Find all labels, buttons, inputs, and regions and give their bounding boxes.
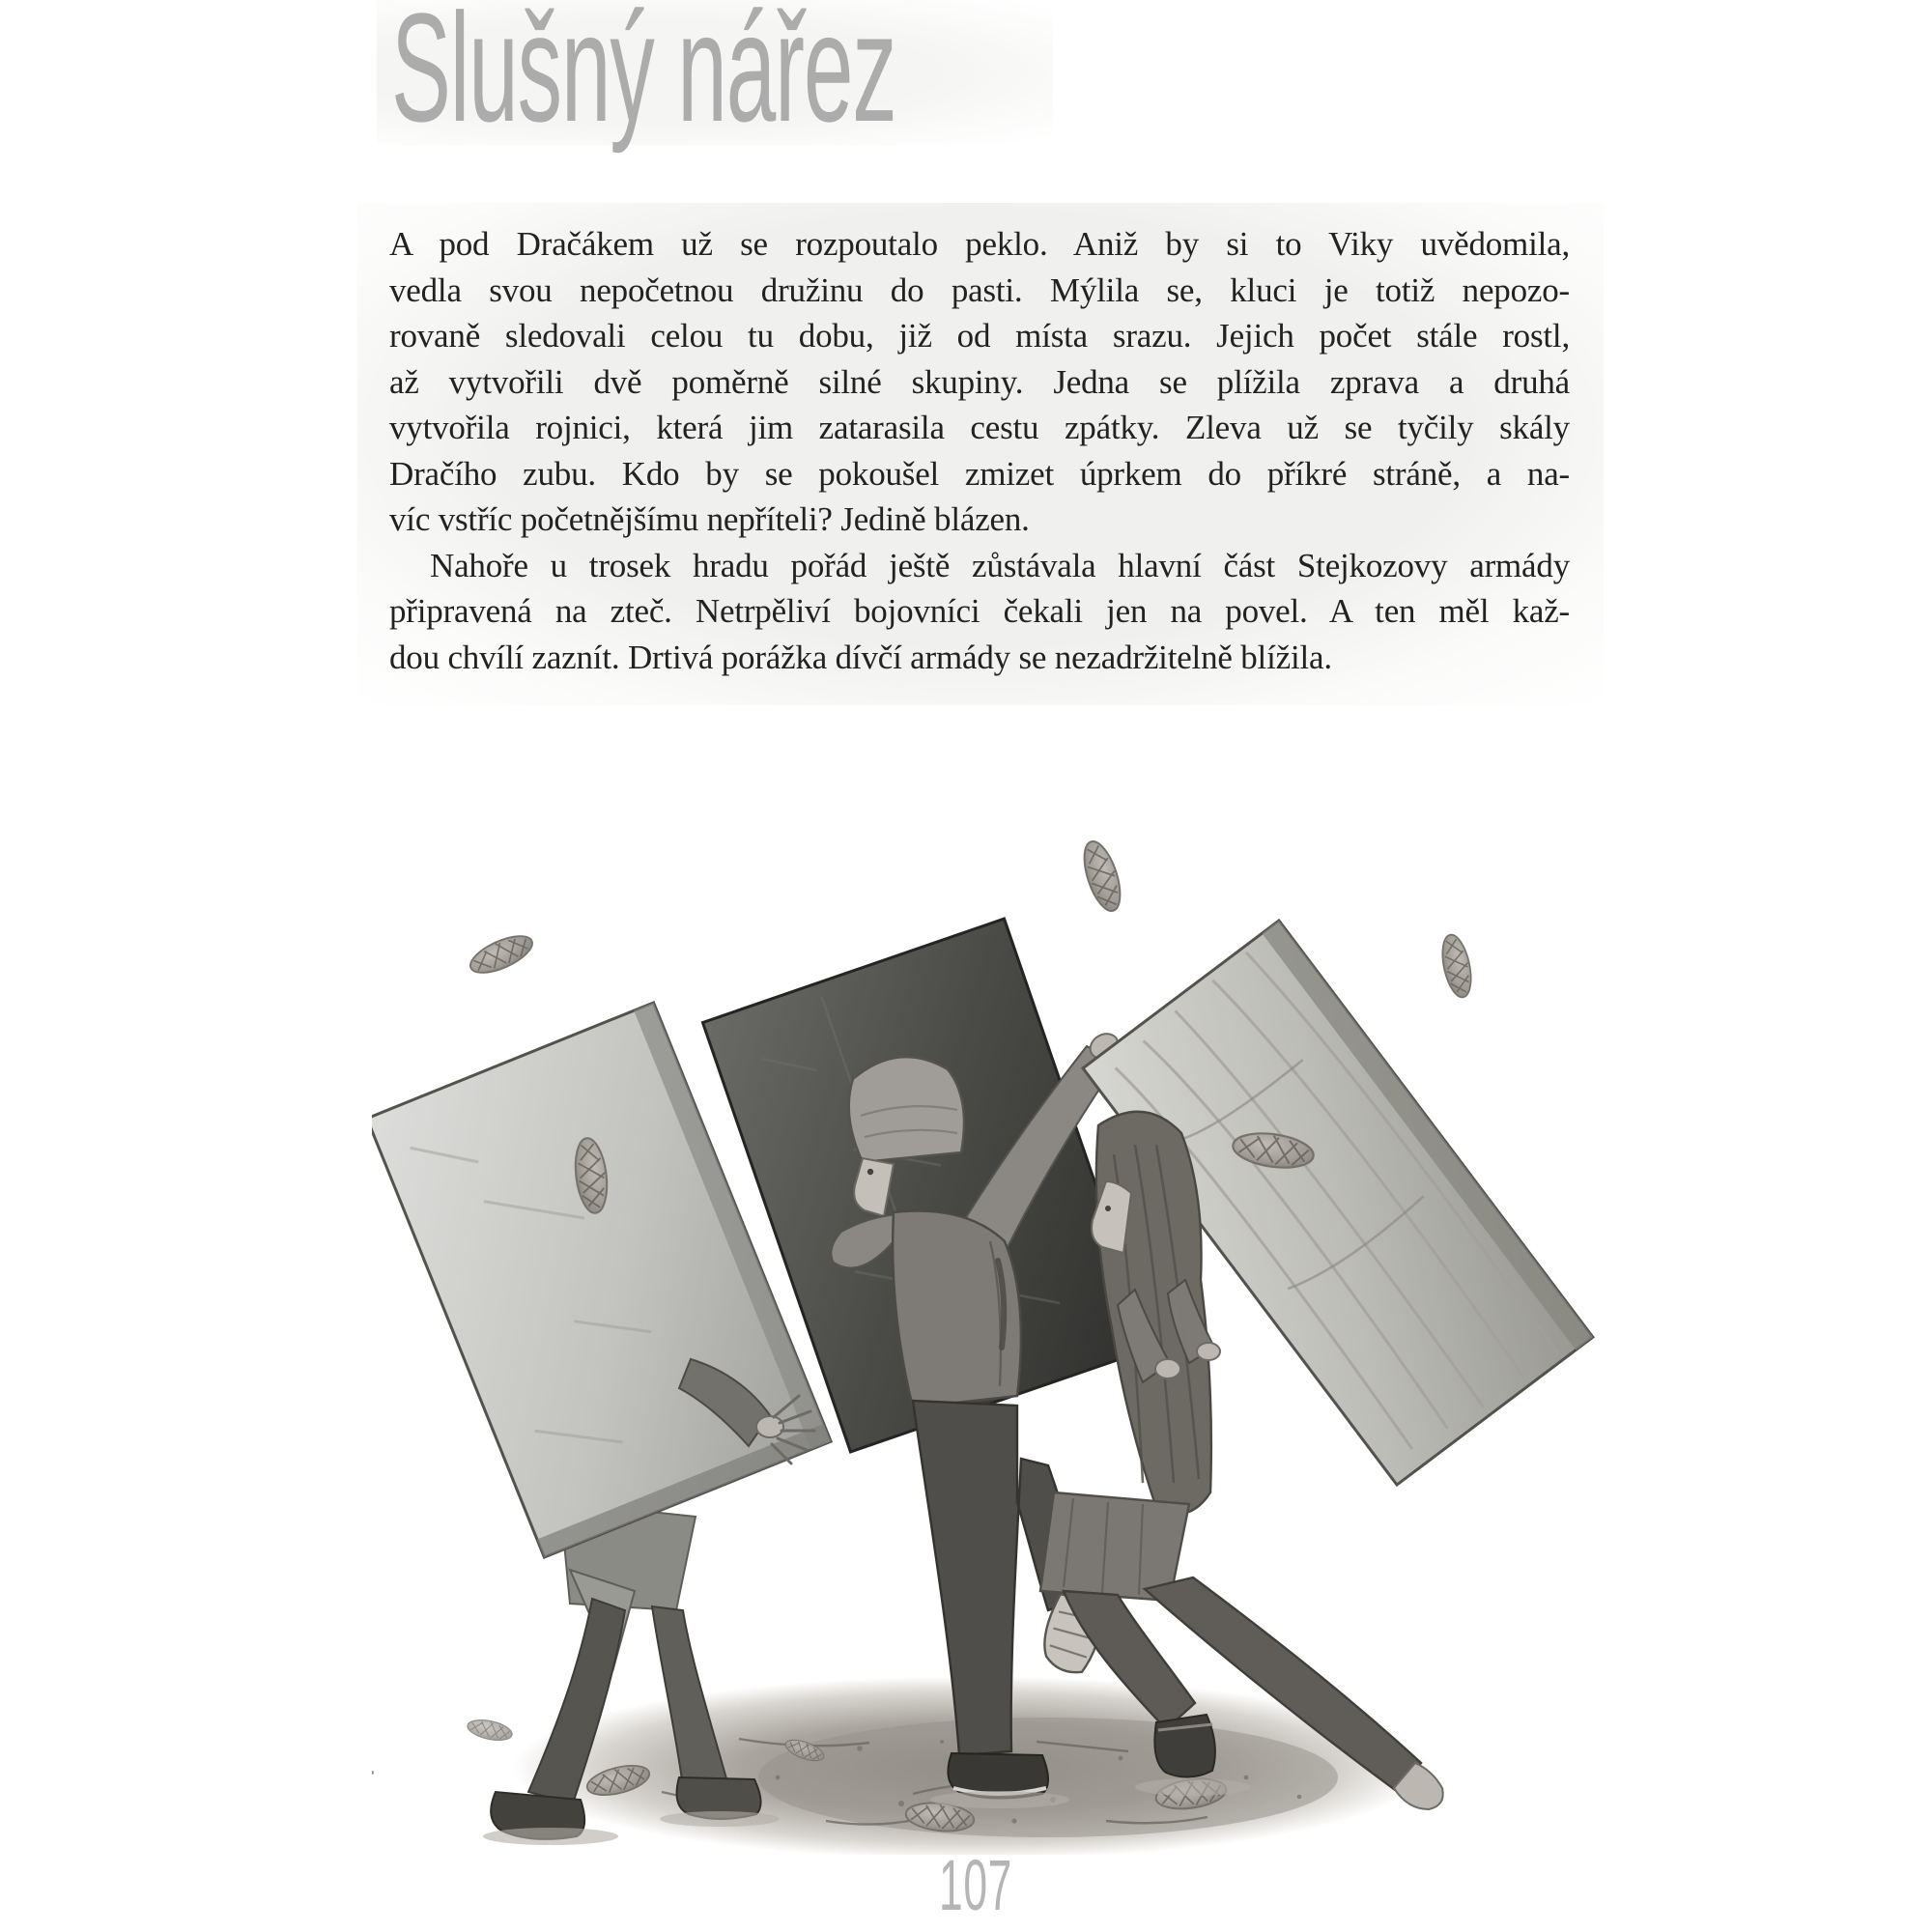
text-line: až vytvořili dvě poměrně silné skupiny. Jedna se plížila zprava a druhá <box>389 362 1570 401</box>
chapter-title: Slušný nářez <box>391 0 896 154</box>
text-line: vytvořila rojnici, která jim zatarasila cestu zpátky. Zleva už se tyčily skály <box>389 409 1570 446</box>
book-illustration <box>372 826 1618 1855</box>
pinecone-icon <box>466 1717 514 1744</box>
pencil-illustration <box>372 826 1618 1855</box>
body-text-block <box>389 221 1570 680</box>
pinecone-icon <box>1077 838 1127 916</box>
text-line: připravená na zteč. Netrpěliví bojovníci čekali jen na povel. A ten měl kaž- <box>389 592 1570 630</box>
paragraph <box>389 221 1570 543</box>
text-line: Nahoře u trosek hradu pořád ještě zůstávala hlavní část Stejkozovy armády <box>430 546 1570 584</box>
text-line: Dračího zubu. Kdo by se pokoušel zmizet úprkem do příkré stráně, a na- <box>389 454 1570 493</box>
pinecone-icon <box>1437 932 1476 1000</box>
text-line: dou chvílí zaznít. Drtivá porážka dívčí armády se nezadržitelně blížila. <box>389 638 1332 676</box>
paragraph <box>389 543 1570 681</box>
text-line: víc vstříc početnějšímu nepříteli? Jedině blázen. <box>389 500 1030 538</box>
text-line: rovaně sledovali celou tu dobu, již od místa srazu. Jejich počet stále rostl, <box>389 317 1570 355</box>
page-number: 107 <box>939 1845 1012 1925</box>
text-line: A pod Dračákem už se rozpoutalo peklo. Aniž by si to Viky uvědomila, <box>389 225 1570 263</box>
text-line: vedla svou nepočetnou družinu do pasti. Mýlila se, kluci je totiž nepozo- <box>389 270 1570 309</box>
pinecone-icon <box>466 928 537 980</box>
